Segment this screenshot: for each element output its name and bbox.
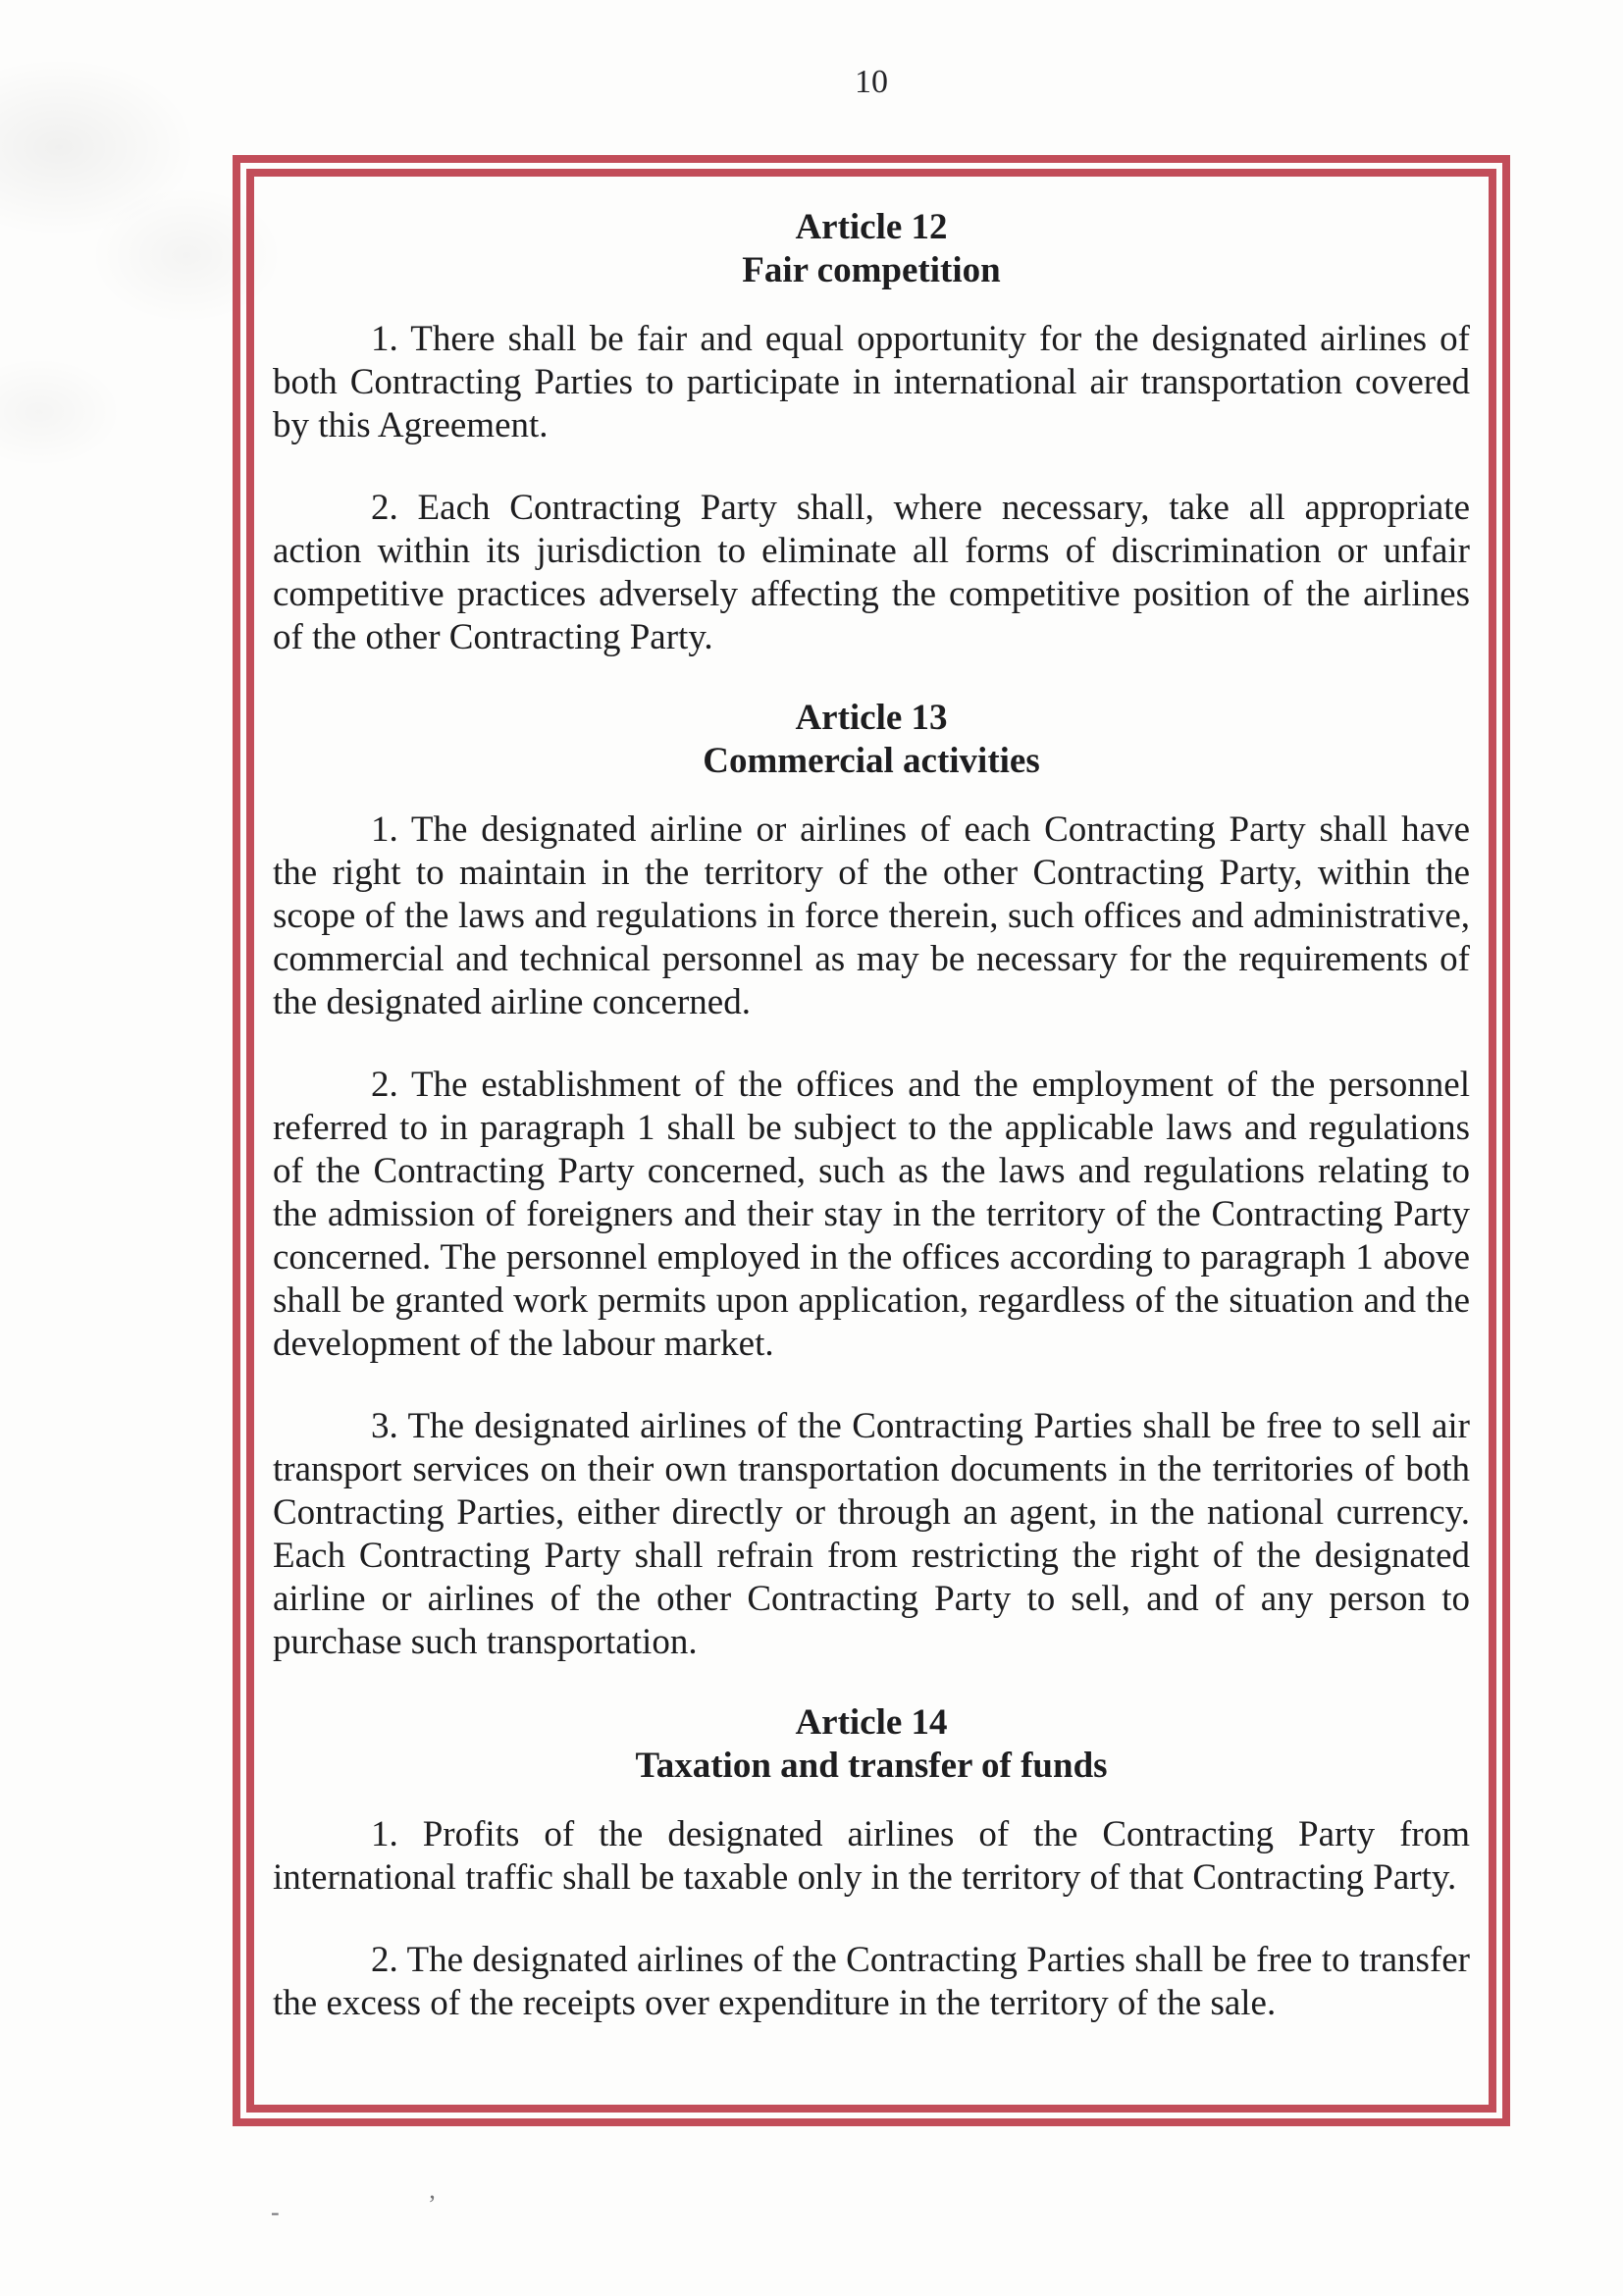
article-subtitle: Commercial activities bbox=[703, 741, 1040, 781]
article-section-13 bbox=[273, 697, 1470, 1664]
paragraph: 1. The designated airline or airlines of each Contracting Party shall have the right to maintain in the territory of the other Contracting Party, within the scope of the laws and regulations in force therein, such offices and administrative, commercial and technical personnel as may be necessary for the requirements of the designated airline concerned. bbox=[273, 809, 1470, 1022]
article-section-12 bbox=[273, 206, 1470, 659]
page-number: 10 bbox=[855, 64, 888, 100]
article-subtitle: Fair competition bbox=[742, 250, 1001, 290]
paragraph: 2. Each Contracting Party shall, where necessary, take all appropriate action within its jurisdiction to eliminate all forms of discrimination or unfair competitive practices adversely affecting the competitive position of the airlines of the other Contracting Party. bbox=[273, 488, 1470, 657]
document-body bbox=[273, 206, 1470, 2025]
decorative-inner-border bbox=[246, 169, 1496, 2113]
article-heading bbox=[273, 697, 1470, 783]
article-heading bbox=[273, 206, 1470, 292]
article-title: Article 14 bbox=[795, 1702, 948, 1743]
paragraph: 1. There shall be fair and equal opportunity for the designated airlines of both Contracting Parties to participate in international air transportation covered by this Agreement. bbox=[273, 319, 1470, 445]
scan-artifact-mark: ’ bbox=[428, 2190, 437, 2218]
article-section-14 bbox=[273, 1701, 1470, 2025]
decorative-outer-border bbox=[233, 155, 1510, 2126]
paragraph: 3. The designated airlines of the Contracting Parties shall be free to sell air transport services on their own transportation documents in the territories of both Contracting Parties, either directly or through an agent, in the national currency. Each Contracting Party shall refrain from restricting the right of the designated airline or airlines of the other Contracting Party to sell, and of any person to purchase such transportation. bbox=[273, 1406, 1470, 1662]
paragraph: 2. The establishment of the offices and the employment of the personnel referred to in paragraph 1 shall be subject to the applicable laws and regulations of the Contracting Party concerned, such as the laws and regulations relating to the admission of foreigners and their stay in the territory of the Contracting Party concerned. The personnel employed in the offices according to paragraph 1 above shall be granted work permits upon application, regardless of the situation and the development of the labour market. bbox=[273, 1065, 1470, 1364]
article-subtitle: Taxation and transfer of funds bbox=[635, 1746, 1108, 1786]
paragraph: 2. The designated airlines of the Contracting Parties shall be free to transfer the excess of the receipts over expenditure in the territory of the sale. bbox=[273, 1940, 1470, 2023]
article-title: Article 13 bbox=[795, 698, 948, 738]
paragraph: 1. Profits of the designated airlines of the Contracting Party from international traffic shall be taxable only in the territory of that Contracting Party. bbox=[273, 1814, 1470, 1898]
article-heading bbox=[273, 1701, 1470, 1788]
scan-artifact-mark: - bbox=[271, 2198, 280, 2226]
article-title: Article 12 bbox=[795, 207, 948, 247]
